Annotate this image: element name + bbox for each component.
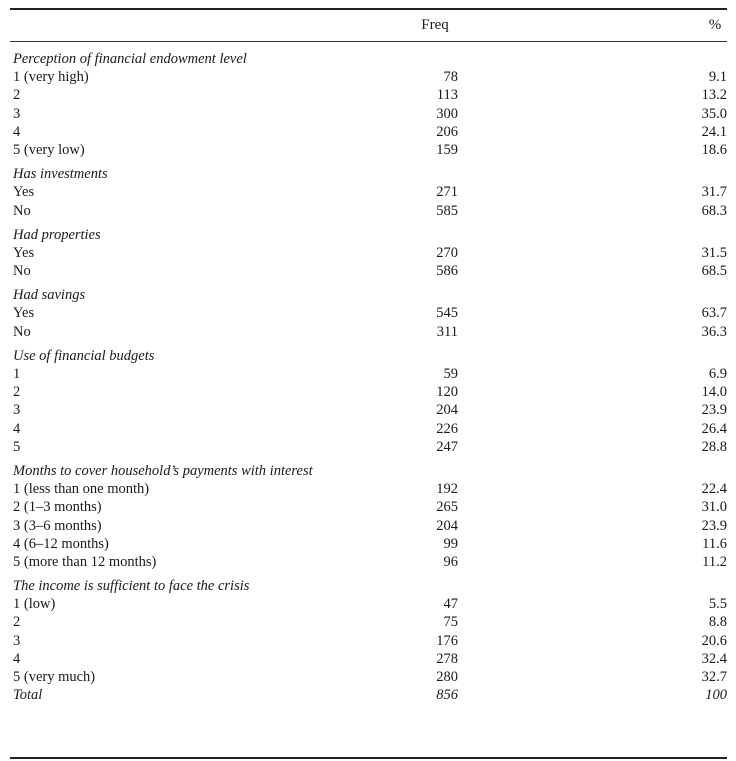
row-pct: 68.3	[701, 202, 727, 219]
row-pct: 32.7	[701, 669, 727, 685]
top-rule	[10, 8, 727, 10]
header-rule	[10, 41, 727, 42]
row-label: 5	[13, 438, 21, 455]
row-freq: 545	[436, 305, 458, 322]
row-freq: 204	[436, 402, 458, 419]
row-freq: 120	[436, 384, 458, 401]
row-pct: 31.0	[701, 499, 727, 516]
table-row	[13, 517, 727, 535]
row-pct: 13.2	[701, 87, 727, 104]
total-label: Total	[13, 687, 43, 704]
row-freq: 226	[436, 420, 458, 437]
row-freq: 204	[436, 517, 458, 534]
row-pct: 23.9	[701, 517, 727, 534]
table-header	[10, 17, 727, 37]
row-label: 4	[13, 650, 21, 667]
table-row	[13, 244, 727, 262]
header-freq: Freq	[421, 17, 449, 33]
row-freq: 113	[436, 87, 458, 104]
row-freq: 300	[436, 105, 458, 122]
row-pct: 9.1	[708, 69, 727, 86]
row-pct: 32.4	[701, 650, 727, 667]
row-freq: 75	[443, 614, 458, 631]
table-row	[13, 183, 727, 201]
table-row	[13, 650, 727, 668]
row-pct: 28.8	[701, 438, 727, 455]
row-pct: 35.0	[701, 105, 727, 122]
section-title: Had savings	[13, 287, 86, 304]
row-label: No	[13, 323, 31, 340]
row-freq: 96	[443, 553, 458, 570]
row-pct: 14.0	[701, 384, 727, 401]
table-section	[13, 347, 727, 456]
table-row	[13, 420, 727, 438]
table-section	[13, 286, 727, 341]
row-pct: 22.4	[701, 481, 727, 498]
row-label: 3 (3–6 months)	[13, 517, 102, 534]
row-label: 1 (very high)	[13, 69, 89, 86]
table-row	[13, 668, 727, 686]
section-title: Had properties	[13, 226, 101, 243]
table-row	[13, 304, 727, 322]
row-label: 5 (very low)	[13, 141, 85, 158]
table-row	[13, 498, 727, 516]
section-title: Perception of financial endowment level	[13, 51, 247, 67]
row-pct: 23.9	[701, 402, 727, 419]
section-title: Months to cover household’s payments with interest	[13, 462, 313, 479]
row-freq: 192	[436, 481, 458, 498]
table-row	[13, 202, 727, 220]
row-label: 2	[13, 384, 21, 401]
row-label: 2 (1–3 months)	[13, 499, 102, 516]
row-freq: 270	[436, 244, 458, 261]
row-pct: 6.9	[708, 366, 727, 382]
row-freq: 159	[436, 141, 458, 158]
row-pct: 8.8	[708, 614, 727, 631]
row-label: 5 (more than 12 months)	[13, 553, 157, 570]
row-freq: 99	[443, 535, 458, 552]
table-section	[13, 50, 727, 159]
row-freq: 271	[436, 184, 458, 201]
table-row	[13, 365, 727, 383]
row-pct: 11.6	[702, 535, 727, 552]
row-label: 3	[13, 105, 21, 122]
table-row	[13, 553, 727, 571]
row-label: 2	[13, 614, 21, 631]
row-freq: 206	[436, 123, 458, 140]
total-freq: 856	[436, 687, 458, 704]
table-row	[13, 262, 727, 280]
row-label: Yes	[13, 184, 35, 201]
row-freq: 47	[443, 596, 458, 613]
bottom-rule	[10, 757, 727, 759]
table-row	[13, 438, 727, 456]
row-label: Yes	[13, 244, 35, 261]
row-label: 4	[13, 123, 21, 140]
table-row	[13, 535, 727, 553]
row-label: 1	[13, 366, 21, 382]
table-row	[13, 383, 727, 401]
row-freq: 585	[436, 202, 458, 219]
total-pct: 100	[705, 687, 727, 704]
table-row	[13, 595, 727, 613]
row-pct: 36.3	[701, 323, 727, 340]
section-title: The income is sufficient to face the crisis	[13, 578, 250, 595]
row-pct: 11.2	[702, 553, 727, 570]
row-label: 1 (low)	[13, 596, 56, 613]
table-row	[13, 401, 727, 419]
table-row	[13, 141, 727, 159]
row-freq: 176	[436, 632, 458, 649]
row-pct: 26.4	[701, 420, 727, 437]
table-section	[13, 165, 727, 220]
table-body	[13, 50, 727, 704]
section-title: Use of financial budgets	[13, 347, 155, 364]
row-pct: 5.5	[708, 596, 727, 613]
row-freq: 278	[436, 650, 458, 667]
row-label: 4 (6–12 months)	[13, 535, 109, 552]
row-freq: 311	[436, 323, 458, 340]
table-row	[13, 632, 727, 650]
table-section	[13, 226, 727, 281]
row-pct: 31.5	[701, 244, 727, 261]
table-section	[13, 462, 727, 571]
table-row	[13, 86, 727, 104]
table-row	[13, 68, 727, 86]
row-pct: 31.7	[701, 184, 727, 201]
row-freq: 280	[436, 669, 458, 685]
row-label: No	[13, 202, 31, 219]
row-freq: 586	[436, 263, 458, 280]
row-freq: 78	[443, 69, 458, 86]
table-row	[13, 105, 727, 123]
table-row	[13, 123, 727, 141]
row-label: Yes	[13, 305, 35, 322]
section-title: Has investments	[13, 166, 108, 183]
table-section	[13, 577, 727, 704]
row-pct: 68.5	[701, 263, 727, 280]
row-label: 5 (very much)	[13, 669, 96, 685]
row-pct: 20.6	[701, 632, 727, 649]
table-row	[13, 323, 727, 341]
table-row	[13, 613, 727, 631]
row-freq: 247	[436, 438, 458, 455]
row-freq: 265	[436, 499, 458, 516]
row-label: 4	[13, 420, 21, 437]
row-label: No	[13, 263, 31, 280]
row-pct: 24.1	[701, 123, 727, 140]
header-pct: %	[708, 17, 722, 33]
row-label: 1 (less than one month)	[13, 481, 150, 498]
total-row	[13, 686, 727, 704]
row-label: 3	[13, 632, 21, 649]
table-row	[13, 480, 727, 498]
row-freq: 59	[443, 366, 458, 382]
row-label: 2	[13, 87, 21, 104]
row-pct: 63.7	[701, 305, 727, 322]
row-pct: 18.6	[701, 141, 727, 158]
row-label: 3	[13, 402, 21, 419]
